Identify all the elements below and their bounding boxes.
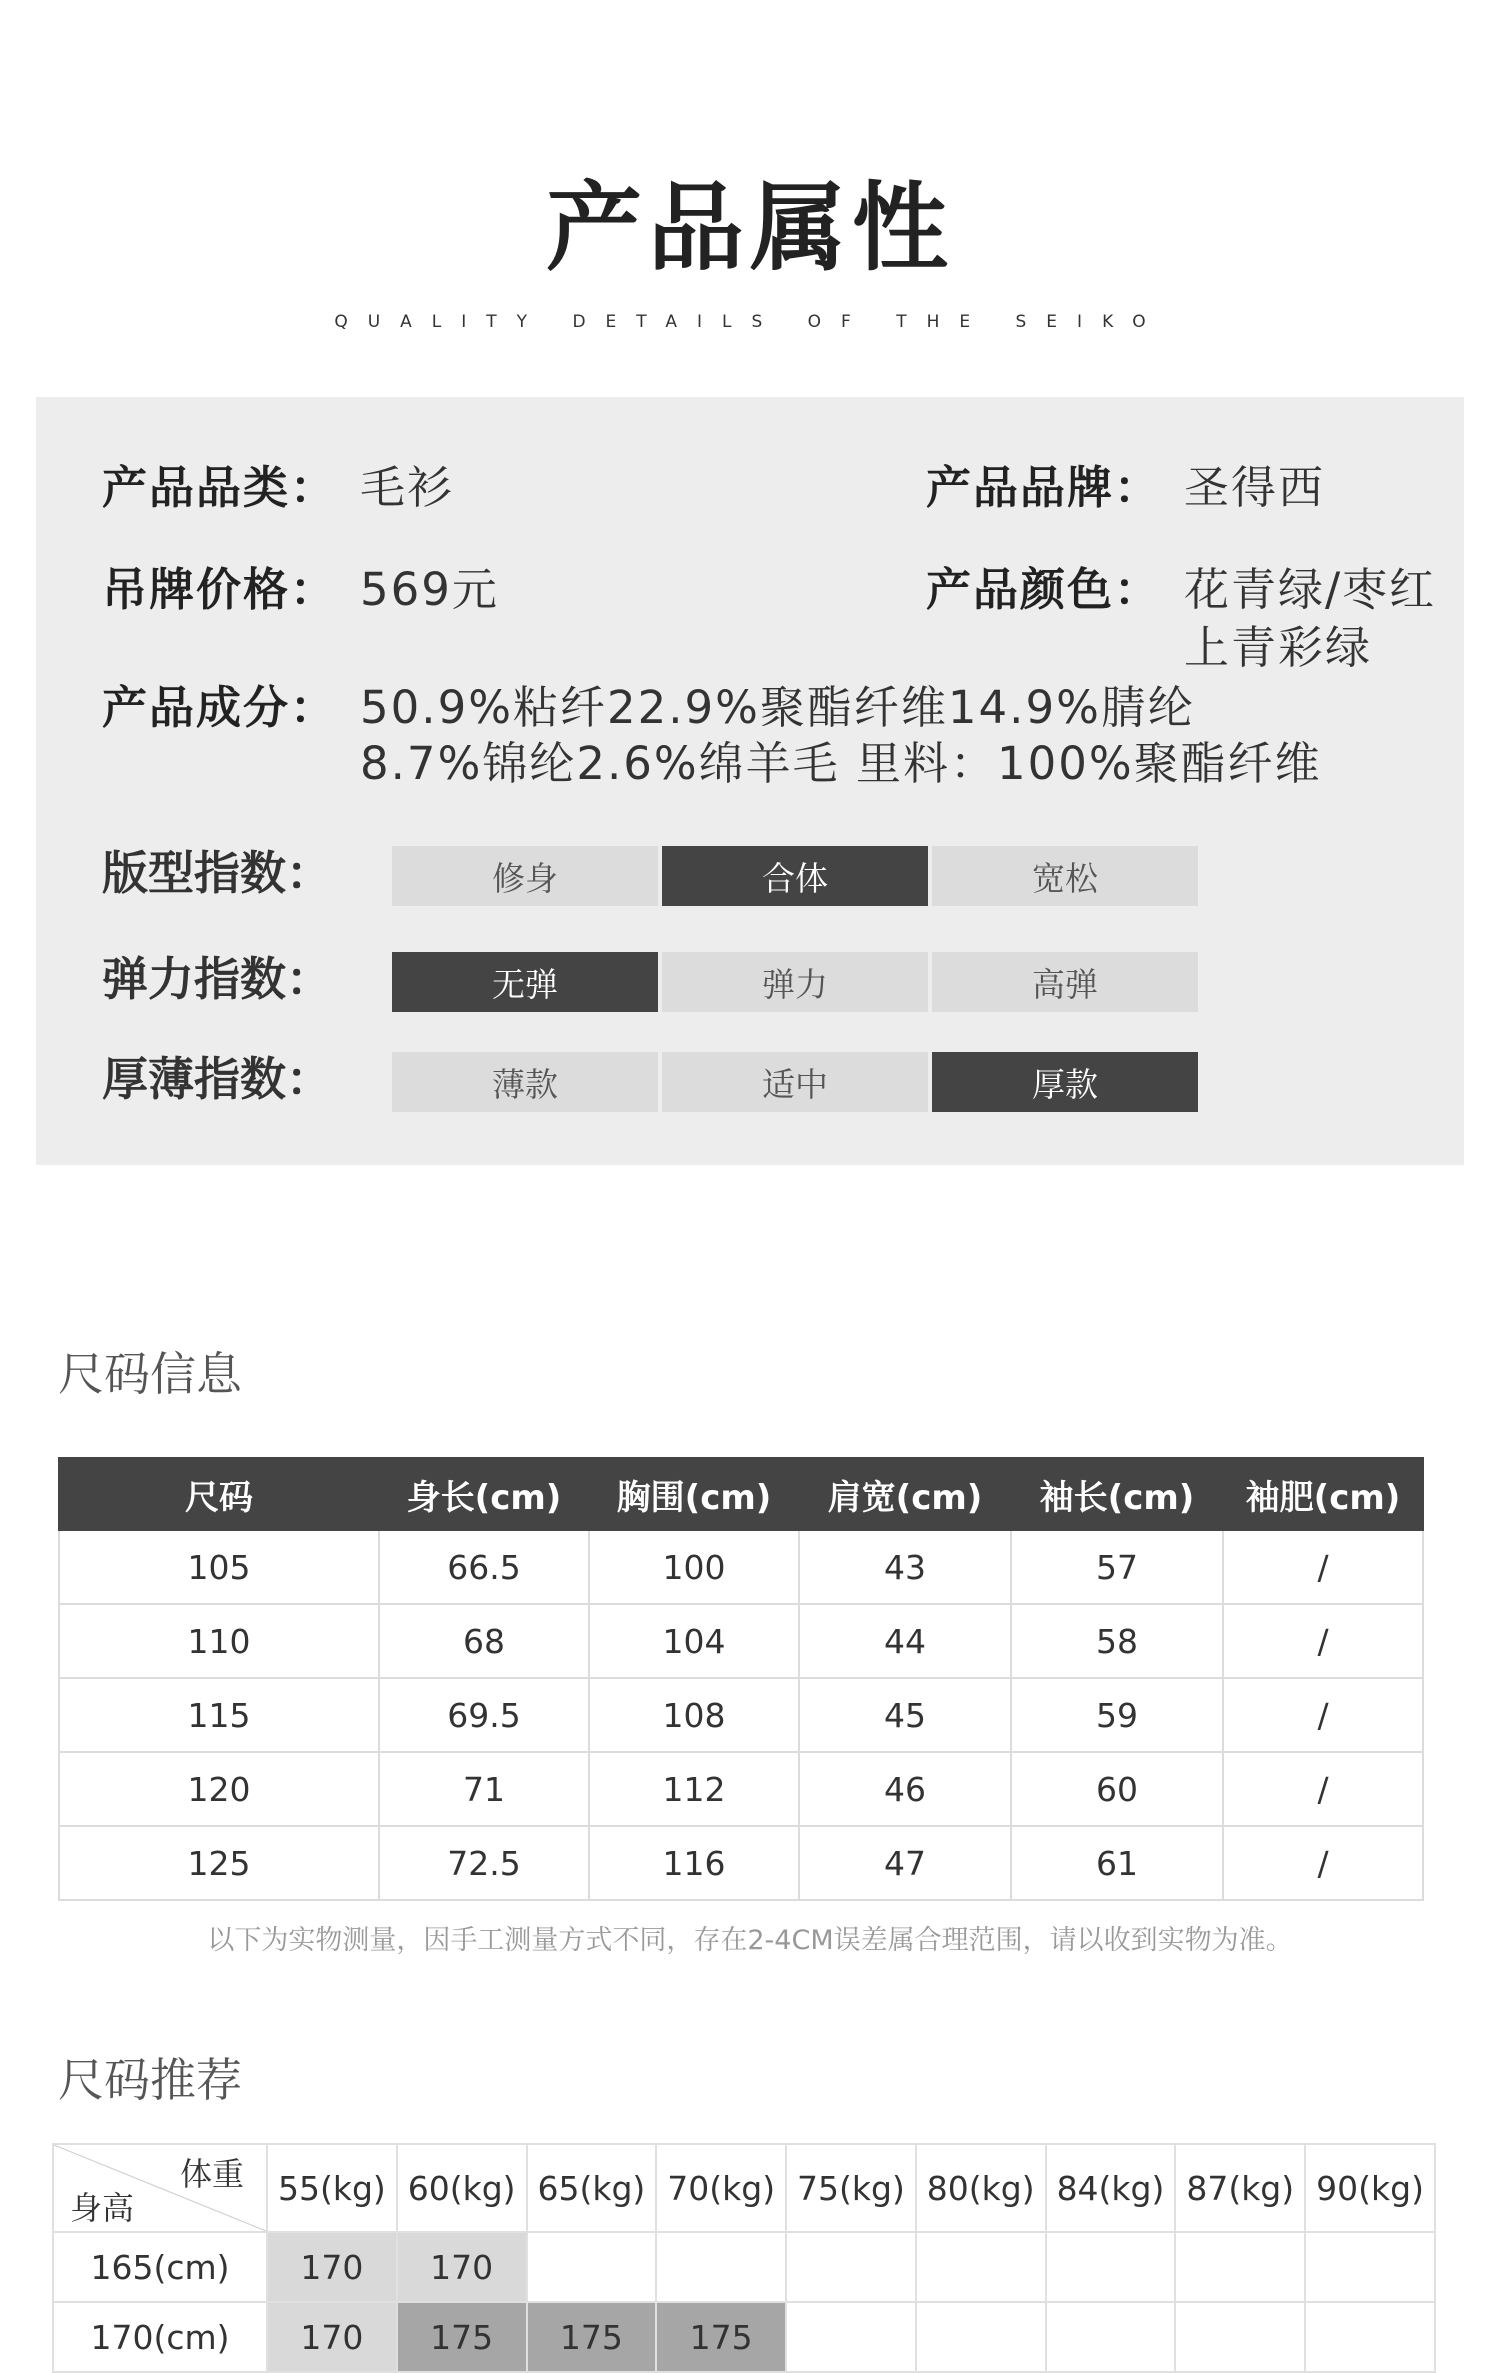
recommend-cell: 175 [397,2302,527,2372]
table-cell: / [1223,1678,1423,1752]
table-cell: 110 [59,1604,379,1678]
table-cell: / [1223,1604,1423,1678]
recommend-row [53,2232,1435,2302]
fit-meter [392,846,1198,906]
table-cell: 66.5 [379,1530,589,1604]
recommend-header-row [53,2144,1435,2232]
elasticity-meter [392,952,1198,1012]
category-label: 产品品类： [102,461,338,514]
weight-header: 75(kg) [786,2144,916,2232]
table-cell: / [1223,1530,1423,1604]
table-row [59,1752,1423,1826]
page-subtitle: QUALITY DETAILS OF THE SEIKO [334,312,1166,332]
recommend-cell: 175 [656,2302,786,2372]
table-cell: 59 [1011,1678,1223,1752]
table-row [59,1604,1423,1678]
recommend-cell: 170 [267,2302,397,2372]
size-table [58,1457,1424,1901]
recommend-cell [1046,2302,1176,2372]
recommend-cell [916,2232,1046,2302]
recommend-cell [786,2302,916,2372]
page-title: 产品属性 [546,172,954,284]
table-cell: 72.5 [379,1826,589,1900]
recommend-cell: 170 [397,2232,527,2302]
size-note: 以下为实物测量，因手工测量方式不同，存在2-4CM误差属合理范围，请以收到实物为准。 [207,1925,1293,1956]
recommend-cell: 175 [527,2302,657,2372]
size-table-header [59,1458,1423,1530]
weight-header: 70(kg) [656,2144,786,2232]
table-cell: / [1223,1752,1423,1826]
size-col-header: 肩宽(cm) [799,1458,1011,1530]
recommend-cell [1175,2232,1305,2302]
table-cell: 120 [59,1752,379,1826]
table-cell: 43 [799,1530,1011,1604]
table-cell: 115 [59,1678,379,1752]
table-row [59,1530,1423,1604]
recommend-cell [527,2232,657,2302]
thickness-option: 适中 [662,1052,928,1112]
attributes-panel [36,397,1464,1165]
category-value: 毛衫 [360,461,455,514]
table-cell: 60 [1011,1752,1223,1826]
fit-meter-label: 版型指数： [102,846,332,900]
elasticity-option: 无弹 [392,952,658,1012]
recommend-cell [1305,2302,1435,2372]
elasticity-option: 弹力 [662,952,928,1012]
size-col-header: 袖肥(cm) [1223,1458,1423,1530]
elasticity-option: 高弹 [932,952,1198,1012]
table-cell: / [1223,1826,1423,1900]
weight-header: 90(kg) [1305,2144,1435,2232]
table-cell: 44 [799,1604,1011,1678]
recommend-row [53,2302,1435,2372]
weight-header: 84(kg) [1046,2144,1176,2232]
table-cell: 125 [59,1826,379,1900]
size-col-header: 袖长(cm) [1011,1458,1223,1530]
material-label: 产品成分： [102,681,338,734]
price-value: 569元 [360,563,499,616]
table-cell: 58 [1011,1604,1223,1678]
fit-option: 修身 [392,846,658,906]
fit-option: 宽松 [932,846,1198,906]
material-value-line1: 50.9%粘纤22.9%聚酯纤维14.9%腈纶 [360,681,1195,734]
table-cell: 68 [379,1604,589,1678]
color-label: 产品颜色： [926,563,1162,616]
recommend-cell [1305,2232,1435,2302]
table-cell: 45 [799,1678,1011,1752]
corner-height-label: 身高 [70,2189,135,2227]
elasticity-meter-label: 弹力指数： [102,952,332,1006]
fit-option: 合体 [662,846,928,906]
recommend-cell: 170 [267,2232,397,2302]
table-cell: 46 [799,1752,1011,1826]
table-cell: 108 [589,1678,799,1752]
recommend-cell [916,2302,1046,2372]
title-block [0,172,1500,332]
size-recommend-table [52,2143,1436,2373]
size-col-header: 胸围(cm) [589,1458,799,1530]
color-value-line2: 上青彩绿 [1184,621,1373,674]
price-label: 吊牌价格： [102,563,338,616]
thickness-meter [392,1052,1198,1112]
height-cell: 165(cm) [53,2232,267,2302]
weight-header: 65(kg) [527,2144,657,2232]
weight-header: 87(kg) [1175,2144,1305,2232]
material-value-line2: 8.7%锦纶2.6%绵羊毛 里料：100%聚酯纤维 [360,737,1322,790]
weight-header: 80(kg) [916,2144,1046,2232]
weight-header: 55(kg) [267,2144,397,2232]
table-cell: 104 [589,1604,799,1678]
table-row [59,1826,1423,1900]
thickness-option: 薄款 [392,1052,658,1112]
brand-label: 产品品牌： [926,461,1162,514]
table-cell: 100 [589,1530,799,1604]
corner-cell [53,2144,267,2232]
table-cell: 105 [59,1530,379,1604]
weight-header: 60(kg) [397,2144,527,2232]
size-info-title: 尺码信息 [58,1347,242,1401]
table-row [59,1678,1423,1752]
size-col-header: 身长(cm) [379,1458,589,1530]
recommend-cell [1175,2302,1305,2372]
corner-weight-label: 体重 [179,2155,244,2193]
table-cell: 47 [799,1826,1011,1900]
table-cell: 112 [589,1752,799,1826]
brand-value: 圣得西 [1184,461,1326,514]
table-cell: 57 [1011,1530,1223,1604]
recommend-cell [786,2232,916,2302]
color-value-line1: 花青绿/枣红 [1184,563,1437,616]
thickness-option: 厚款 [932,1052,1198,1112]
table-cell: 116 [589,1826,799,1900]
recommend-cell [1046,2232,1176,2302]
thickness-meter-label: 厚薄指数： [102,1052,332,1106]
table-cell: 69.5 [379,1678,589,1752]
size-recommend-title: 尺码推荐 [58,2053,242,2107]
table-cell: 61 [1011,1826,1223,1900]
recommend-cell [656,2232,786,2302]
table-cell: 71 [379,1752,589,1826]
height-cell: 170(cm) [53,2302,267,2372]
size-col-header: 尺码 [59,1458,379,1530]
